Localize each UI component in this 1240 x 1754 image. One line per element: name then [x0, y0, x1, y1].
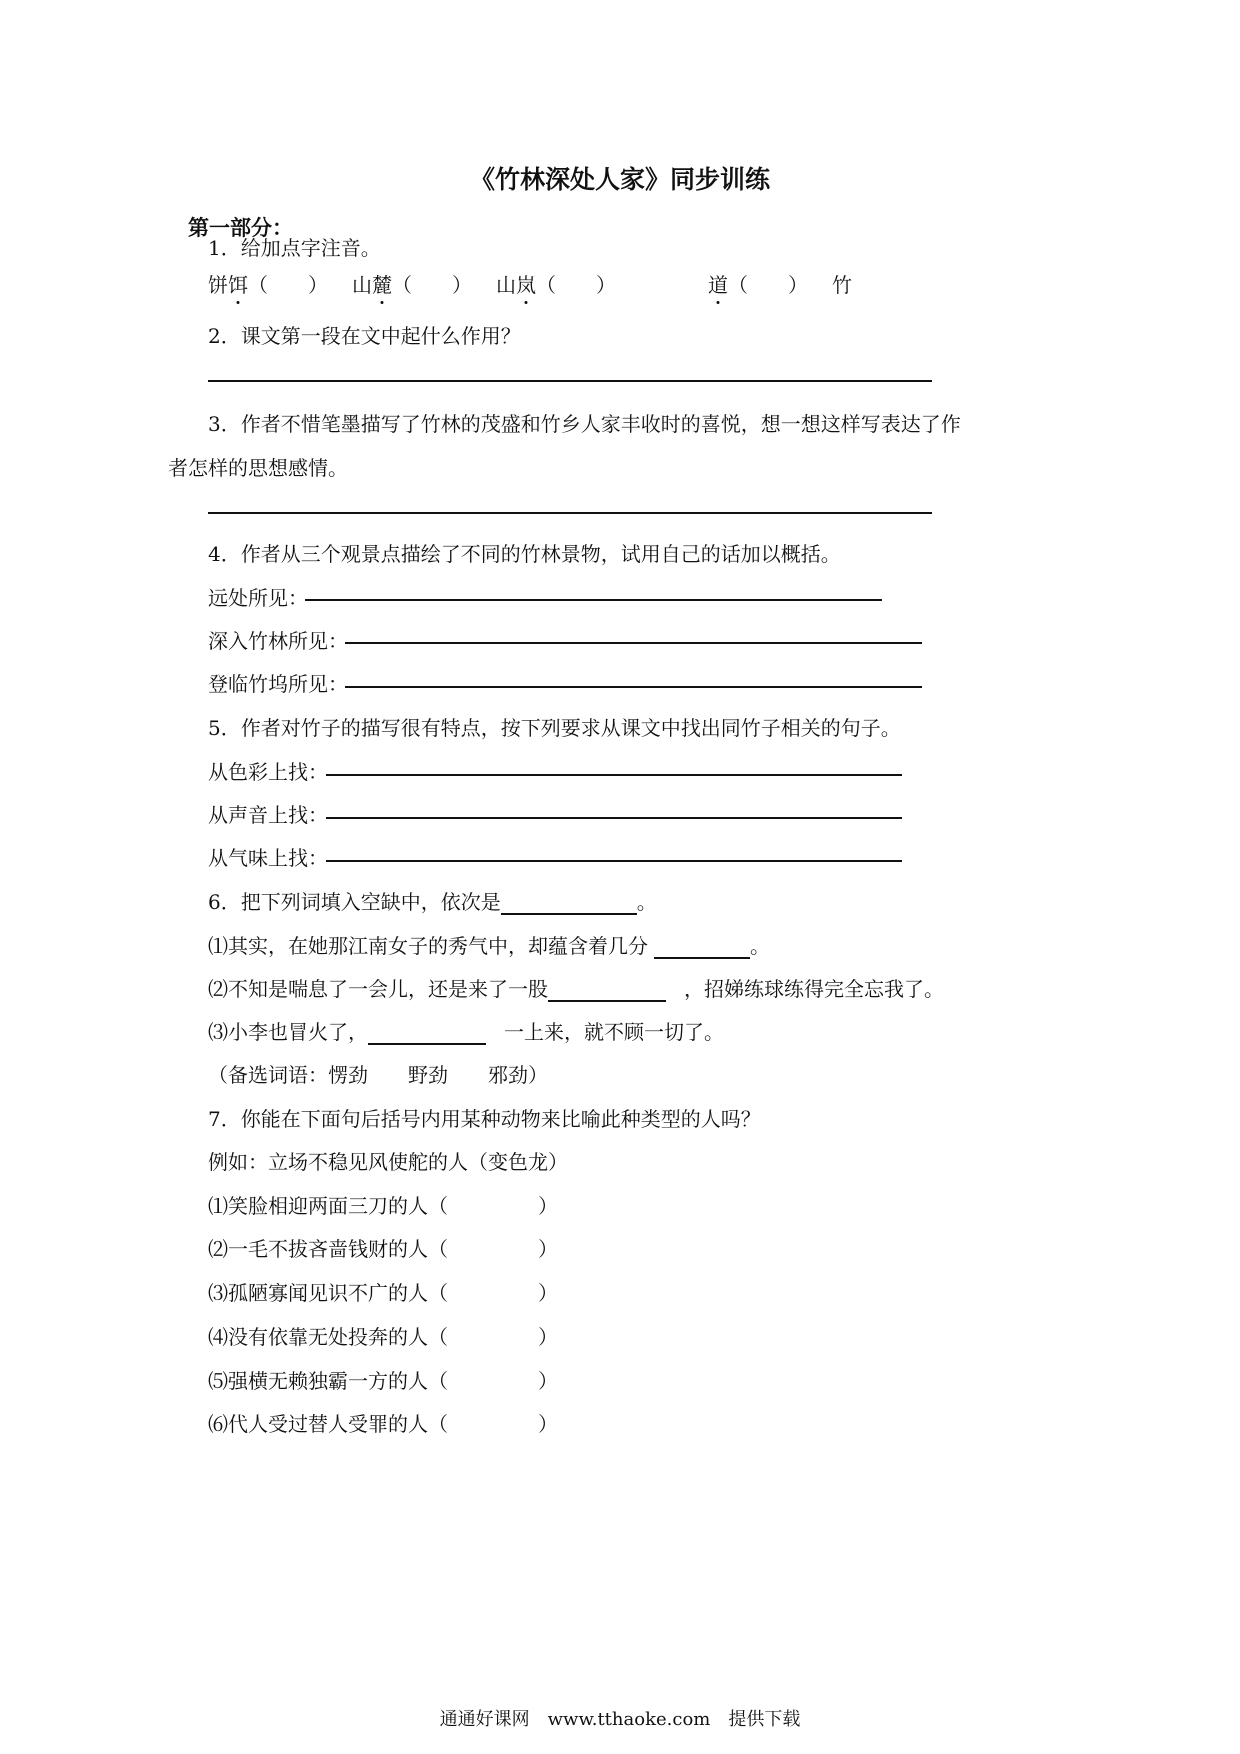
- question-3-line-2: 者怎样的思想感情。: [168, 456, 348, 480]
- q6-options: （备选词语：愣劲 野劲 邪劲）: [208, 1063, 548, 1087]
- q6-blank-order[interactable]: [501, 891, 637, 915]
- q5-label-a: 从色彩上找：: [208, 760, 328, 784]
- question-3-line-1: 3．作者不惜笔墨描写了竹林的茂盛和竹乡人家丰收时的喜悦，想一想这样写表达了作: [208, 412, 961, 436]
- answer-line-q4b[interactable]: [345, 642, 922, 644]
- answer-line-q2[interactable]: [208, 380, 932, 382]
- q6-sentence-1: ⑴其实，在她那江南女子的秀气中，却蕴含着几分 。: [208, 934, 770, 958]
- q1-item-3: 山岚（ ）: [496, 273, 616, 297]
- q4-label-b: 深入竹林所见：: [208, 629, 348, 653]
- q6-blank-2[interactable]: [548, 978, 666, 1002]
- question-6: 6．把下列词填入空缺中，依次是 。: [208, 890, 657, 914]
- question-5: 5．作者对竹子的描写很有特点，按下列要求从课文中找出同竹子相关的句子。: [208, 716, 901, 740]
- q7-item-3: ⑶孤陋寡闻见识不广的人（ ）: [208, 1281, 558, 1305]
- q7-item-6: ⑹代人受过替人受罪的人（ ）: [208, 1412, 558, 1436]
- answer-line-q5c[interactable]: [326, 860, 902, 862]
- q6-blank-1[interactable]: [654, 935, 750, 959]
- q6-blank-3[interactable]: [368, 1021, 486, 1045]
- q5-label-b: 从声音上找：: [208, 803, 328, 827]
- question-7: 7．你能在下面句后括号内用某种动物来比喻此种类型的人吗？: [208, 1107, 761, 1131]
- q7-example: 例如：立场不稳见风使舵的人（变色龙）: [208, 1150, 568, 1174]
- q7-item-1: ⑴笑脸相迎两面三刀的人（ ）: [208, 1194, 558, 1218]
- answer-line-q4a[interactable]: [305, 599, 882, 601]
- q7-item-5: ⑸强横无赖独霸一方的人（ ）: [208, 1369, 558, 1393]
- q5-label-c: 从气味上找：: [208, 846, 328, 870]
- question-2: 2．课文第一段在文中起什么作用？: [208, 324, 521, 348]
- answer-line-q4c[interactable]: [345, 686, 922, 688]
- footer-credit: 通通好课网 www.tthaoke.com 提供下载: [439, 1709, 801, 1730]
- answer-line-q3[interactable]: [208, 512, 932, 514]
- q1-tail: 竹: [832, 273, 852, 297]
- q6-sentence-3: ⑶小李也冒火了， 一上来，就不顾一切了。: [208, 1020, 724, 1044]
- q1-item-2: 山麓（ ）: [352, 273, 472, 297]
- answer-line-q5a[interactable]: [326, 774, 902, 776]
- q7-item-4: ⑷没有依靠无处投奔的人（ ）: [208, 1325, 558, 1349]
- q7-item-2: ⑵一毛不拔吝啬钱财的人（ ）: [208, 1237, 558, 1261]
- q4-label-a: 远处所见：: [208, 586, 308, 610]
- question-4: 4．作者从三个观景点描绘了不同的竹林景物，试用自己的话加以概括。: [208, 542, 841, 566]
- q1-item-4: 道（ ）: [708, 273, 808, 297]
- q4-label-c: 登临竹坞所见：: [208, 672, 348, 696]
- q1-item-1: 饼饵（ ）: [208, 273, 328, 297]
- q6-sentence-2: ⑵不知是喘息了一会儿，还是来了一股 ，招娣练球练得完全忘我了。: [208, 977, 944, 1001]
- question-1: 1．给加点字注音。: [208, 236, 381, 260]
- q1-items: [208, 269, 852, 298]
- section-heading: 第一部分：: [188, 215, 293, 240]
- answer-line-q5b[interactable]: [326, 817, 902, 819]
- page-title: 《竹林深处人家》同步训练: [469, 165, 770, 194]
